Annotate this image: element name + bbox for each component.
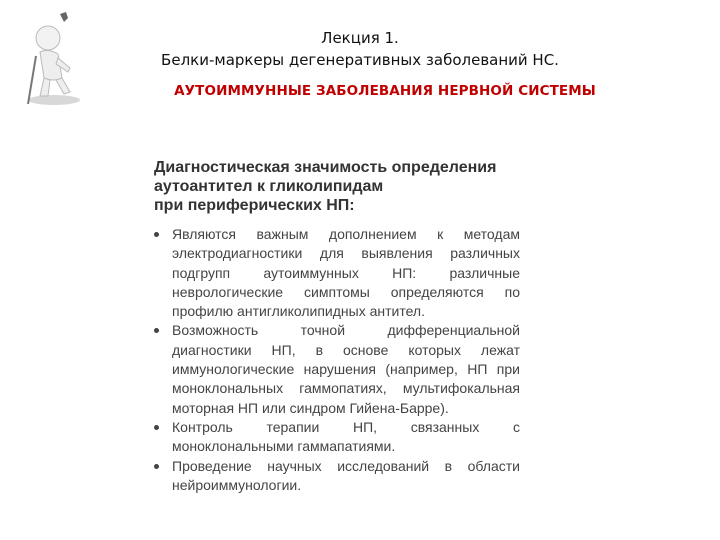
list-item — [154, 225, 520, 321]
bullet-list — [154, 225, 520, 495]
list-item — [154, 457, 520, 496]
heading-line: аутоантител к гликолипидам — [154, 178, 384, 195]
section-title: АУТОИММУННЫЕ ЗАБОЛЕВАНИЯ НЕРВНОЙ СИСТЕМЫ — [174, 83, 596, 99]
bullet-icon — [154, 425, 159, 430]
bullet-text: Являются важным дополнением к методам электродиагностики для выявления различных подгрупп аутоиммунных НП: различные неврологические симптомы определяются по профилю антигликолипидных антител. — [172, 226, 520, 320]
block-heading — [154, 158, 520, 215]
content-block — [154, 158, 520, 495]
bullet-icon — [154, 328, 159, 333]
list-item — [154, 418, 520, 457]
bullet-icon — [154, 464, 159, 469]
lecture-subtitle: Белки-маркеры дегенеративных заболеваний НС. — [161, 51, 559, 69]
bullet-text: Возможность точной дифференциальной диагностики НП, в основе которых лежат иммунологические нарушения (например, НП при моноклональных гаммопатиях, мультифокальная моторная НП или синдром Гийена-Барре). — [172, 322, 520, 416]
heading-line: Диагностическая значимость определения — [154, 159, 497, 176]
bullet-text: Проведение научных исследований в области нейроиммунологии. — [172, 457, 520, 493]
list-item — [154, 321, 520, 417]
bullet-text: Контроль терапии НП, связанных с моноклональными гаммапатиями. — [172, 418, 520, 455]
lecture-title: Лекция 1. — [321, 29, 399, 47]
thinking-figure-illustration — [18, 8, 88, 108]
bullet-icon — [154, 232, 159, 237]
heading-line: при периферических НП: — [154, 197, 355, 214]
